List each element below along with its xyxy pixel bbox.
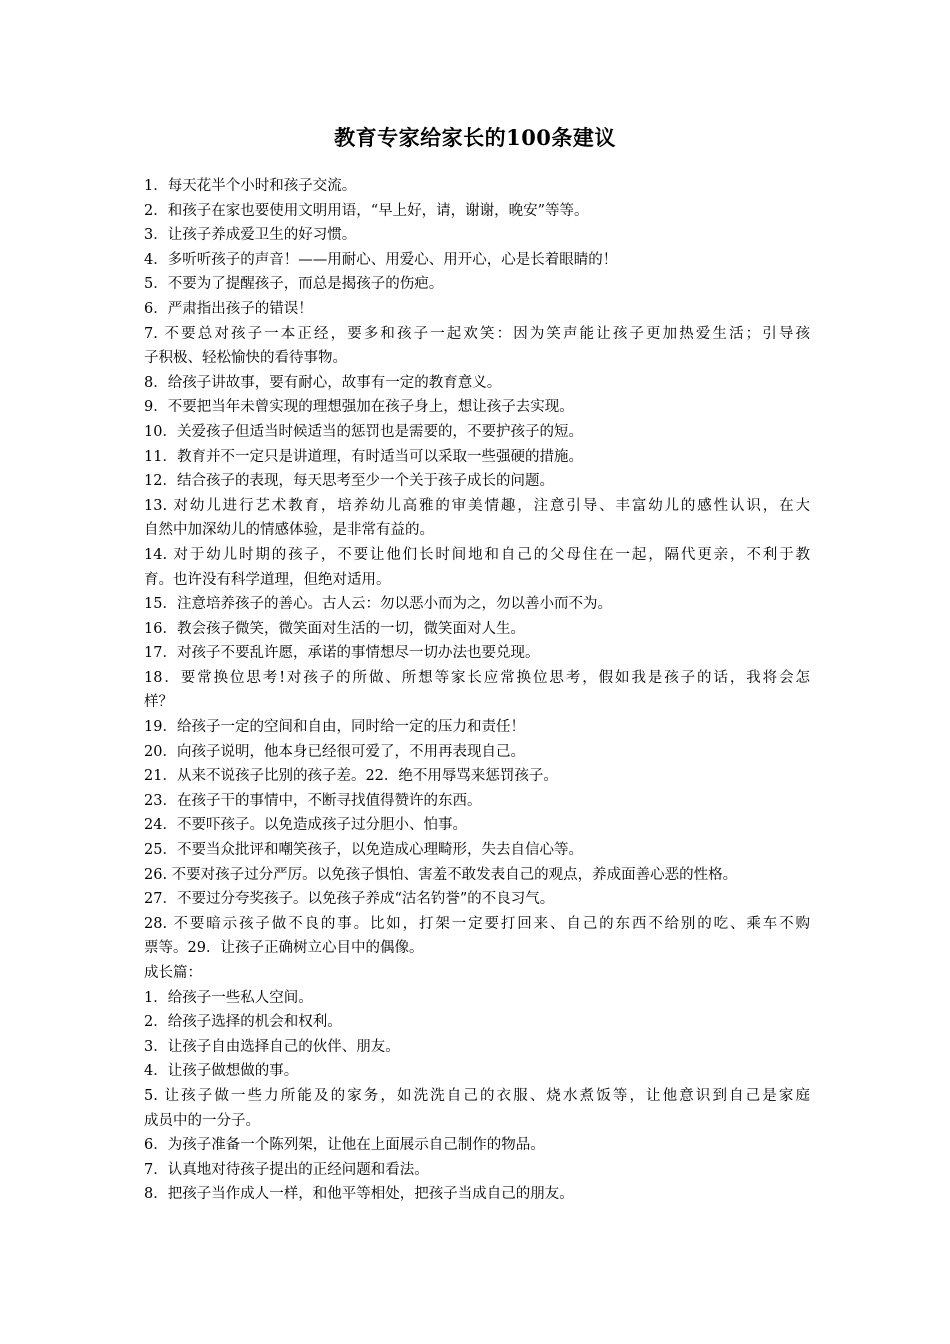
text-line: 成员中的一分子。 — [144, 1112, 260, 1129]
text-line: 3．让孩子自由选择自己的伙伴、朋友。 — [144, 1038, 400, 1055]
text-line: 14. 对于幼儿时期的孩子，不要让他们长时间地和自己的父母住在一起，隔代更亲，不利于教 — [144, 546, 810, 563]
text-line: 25．不要当众批评和嘲笑孩子，以免造成心理畸形，失去自信心等。 — [144, 842, 583, 859]
text-line: 24．不要吓孩子。以免造成孩子过分胆小、怕事。 — [144, 817, 467, 834]
text-line: 8．给孩子讲故事，要有耐心，故事有一定的教育意义。 — [144, 374, 502, 391]
text-line: 4．多听听孩子的声音！——用耐心、用爱心、用开心，心是长着眼睛的！ — [144, 251, 618, 268]
text-line: 23．在孩子干的事情中，不断寻找值得赞许的东西。 — [144, 792, 482, 809]
text-line: 子积极、轻松愉快的看待事物。 — [144, 350, 347, 367]
text-line: 4．让孩子做想做的事。 — [144, 1063, 299, 1080]
text-line: 28. 不要暗示孩子做不良的事。比如，打架一定要打回来、自己的东西不给别的吃、乘车不购 — [144, 915, 810, 932]
document-body — [144, 174, 810, 1207]
text-line: 1．每天花半个小时和孩子交流。 — [144, 178, 357, 194]
text-line: 2．给孩子选择的机会和权利。 — [144, 1014, 342, 1031]
text-line: 7．认真地对待孩子提出的正经问题和看法。 — [144, 1161, 429, 1178]
text-line: 育。也许没有科学道理，但绝对适用。 — [144, 571, 391, 588]
text-line: 11．教育并不一定只是讲道理，有时适当可以采取一些强硬的措施。 — [144, 448, 583, 465]
text-line: 成长篇： — [144, 965, 202, 981]
text-line: 27．不要过分夸奖孩子。以免孩子养成“沽名钓誉”的不良习气。 — [144, 891, 555, 908]
text-line: 21．从来不说孩子比别的孩子差。22．绝不用辱骂来惩罚孩子。 — [144, 768, 558, 785]
text-line: 20．向孩子说明，他本身已经很可爱了，不用再表现自己。 — [144, 743, 525, 760]
text-line: 26. 不要对孩子过分严厉。以免孩子惧怕、害羞不敢发表自己的观点，养成面善心恶的性格。 — [144, 866, 738, 883]
text-line: 票等。29．让孩子正确树立心目中的偶像。 — [144, 940, 424, 957]
text-line: 自然中加深幼儿的情感体验，是非常有益的。 — [144, 522, 434, 539]
text-line: 样？ — [144, 694, 173, 711]
text-line: 10．关爱孩子但适当时候适当的惩罚也是需要的，不要护孩子的短。 — [144, 423, 583, 440]
text-line: 1．给孩子一些私人空间。 — [144, 989, 313, 1006]
text-line: 17．对孩子不要乱许愿，承诺的事情想尽一切办法也要兑现。 — [144, 645, 540, 662]
text-line: 18．要常换位思考!对孩子的所做、所想等家长应常换位思考，假如我是孩子的话，我将会怎 — [144, 669, 810, 686]
text-line: 5. 让孩子做一些力所能及的家务，如洗洗自己的衣服、烧水煮饭等，让他意识到自己是家庭 — [144, 1087, 810, 1104]
text-line: 15．注意培养孩子的善心。古人云：勿以恶小而为之，勿以善小而不为。 — [144, 596, 612, 613]
text-line: 9．不要把当年未曾实现的理想强加在孩子身上，想让孩子去实现。 — [144, 399, 574, 416]
text-line: 8．把孩子当作成人一样，和他平等相处，把孩子当成自己的朋友。 — [144, 1186, 574, 1203]
text-line: 5．不要为了提醒孩子，而总是揭孩子的伤疤。 — [144, 276, 444, 293]
text-line: 3．让孩子养成爱卫生的好习惯。 — [144, 227, 357, 244]
text-line: 2．和孩子在家也要使用文明用语，“早上好，请，谢谢，晚安”等等。 — [144, 202, 589, 219]
text-line: 6．为孩子准备一个陈列架，让他在上面展示自己制作的物品。 — [144, 1137, 545, 1154]
text-line: 13. 对幼儿进行艺术教育，培养幼儿高雅的审美情趣，注意引导、丰富幼儿的感性认识，在大 — [144, 497, 810, 514]
document-title: 教育专家给家长的100条建议 — [334, 125, 616, 150]
text-line: 7. 不要总对孩子一本正经，要多和孩子一起欢笑：因为笑声能让孩子更加热爱生活；引导孩 — [144, 325, 810, 342]
text-line: 12．结合孩子的表现，每天思考至少一个关于孩子成长的问题。 — [144, 473, 554, 490]
text-line: 19．给孩子一定的空间和自由，同时给一定的压力和责任！ — [144, 719, 525, 736]
text-line: 6．严肃指出孩子的错误！ — [144, 300, 313, 317]
text-line: 16．教会孩子微笑，微笑面对生活的一切，微笑面对人生。 — [144, 620, 525, 637]
